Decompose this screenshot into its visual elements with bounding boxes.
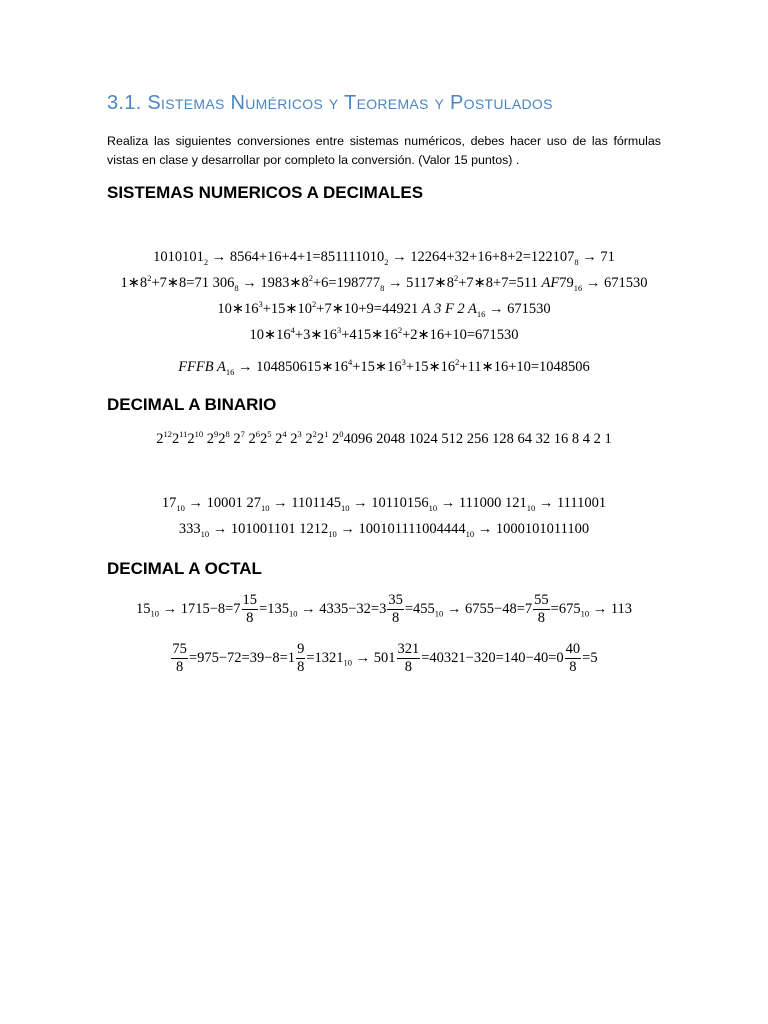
fraction: $\frac{321}{8}$ [397,641,420,675]
decimales-line-3: $10∗16^3+15∗10^2+7∗10+9=44921$ A 3 F 2 $A_{16} \to 671530$ [217,299,551,319]
fraction: $\frac{75}{8}$ [172,641,187,675]
intro-paragraph: Realiza las siguientes conversiones entre sistemas numéricos, debes hacer uso de las fórmulas vistas en clase y desarrollar por completo la conversión. (Valor 15 puntos) . [107,134,661,167]
fraction: $\frac{35}{8}$ [388,592,403,626]
heading-binario: DECIMAL A BINARIO [107,395,277,414]
heading-decimales: SISTEMAS NUMERICOS A DECIMALES [107,183,424,202]
decimales-line-1: $1010101_2 \to 8564+16+4+1=851111010_2 \to 12264+32+16+8+2=122107_8 \to 71$ [153,249,615,267]
binario-conv-line-1: $17_{10} \to 10001$ $27_{10} \to 1101145_{10} \to 10110156_{10} \to 111000$ $121_{10} \to 1111001$ [161,495,607,513]
section-title: 3.1. Sistemas Numéricos y Teoremas y Postulados [107,92,553,114]
decimales-line-2: $1∗8^2+7∗8=71$ $306_8$ → $1983∗8^2+6=198777_8$ → $5117∗8^2+7∗8+7=511$ $AF79_{16} \to 671530$ [120,273,648,293]
binario-conv-line-2: $333_{10} \to 101001101$ $1212_{10} \to 100101111004444_{10} \to 1000101011100$ [178,521,590,539]
power-values: 4096 2048 1024 512 256 128 64 32 16 8 4 2 1 [343,431,612,447]
powers-of-two: $2^{12}2^{11}2^{10}$ $2^92^8$ $2^7$ $2^62^5$ $2^4$ $2^3$ $2^22^1$ $2^0$ [156,429,344,447]
heading-octal: DECIMAL A OCTAL [107,559,262,578]
decimales-line-4: $10∗16^4+3∗16^3+415∗16^2+2∗16+10=671530$ [249,325,519,343]
octal-line-2: $\frac{75}{8}$ =975−72=39−8=1 $\frac{9}{8}$ $=1321_{10} \to 501$ $\frac{321}{8}$ =40321−320=140−40=0 $\frac{40}{8}$ =5 [172,641,598,675]
fraction: $\frac{9}{8}$ [297,641,305,675]
binario-powers-line [0,431,768,448]
fraction: $\frac{40}{8}$ [565,641,581,675]
fraction: $\frac{15}{8}$ [242,592,258,626]
decimales-line-5: FFFB $A_{16}$ → $104850615∗16^4+15∗16^3+15∗16^2+11∗16+10=1048506$ [178,357,590,377]
fraction: $\frac{55}{8}$ [534,592,549,626]
octal-line-1: $15_{10} \to 1715-8=7$ $\frac{15}{8}$ $=135_{10} \to 4335-32=3$ $\frac{35}{8}$ $=455_{10} \to 6755-48=7$ $\frac{55}{8}$ $=675_{10} \to 113$ [135,592,633,626]
